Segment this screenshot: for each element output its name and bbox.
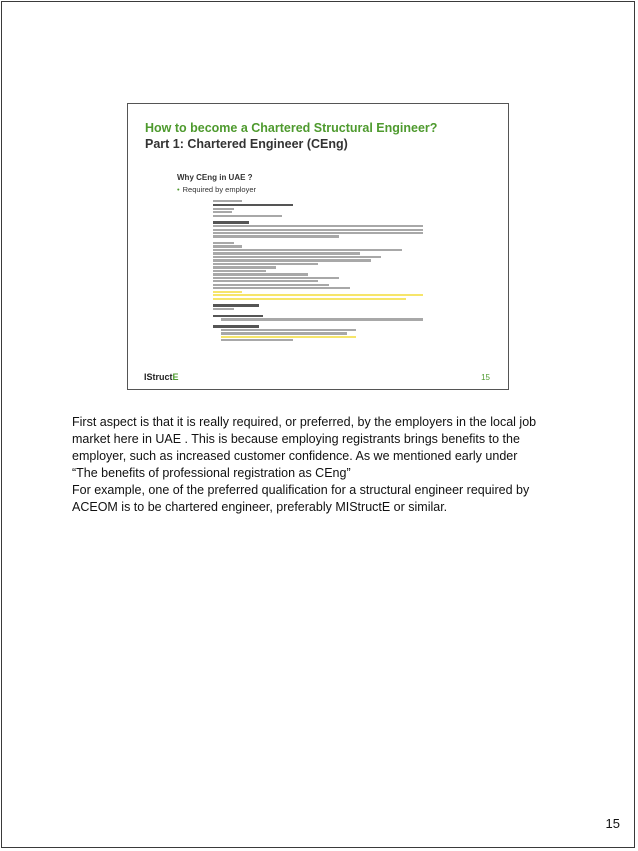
notes-line: First aspect is that it is really required, or preferred, by the employers in the local job (72, 415, 537, 429)
notes-line: market here in UAE . This is because employing registrants brings benefits to the (72, 432, 520, 446)
notes-line: “The benefits of professional registration as CEng” (72, 466, 351, 480)
speaker-notes (72, 414, 572, 516)
notes-line: ACEOM is to be chartered engineer, preferably MIStructE or similar. (72, 500, 448, 514)
istructe-logo (144, 372, 179, 382)
notes-line: For example, one of the preferred qualification for a structural engineer required by (72, 483, 530, 497)
page-number: 15 (605, 816, 620, 831)
logo-accent: E (172, 372, 179, 382)
slide-thumbnail (127, 103, 509, 390)
slide-heading: Why CEng in UAE ? (177, 173, 253, 182)
logo-main: IStruct (144, 372, 173, 382)
slide-page-number: 15 (481, 373, 490, 382)
slide-title: How to become a Chartered Structural Engineer? (145, 121, 438, 135)
slide-bullet-text: Required by employer (182, 185, 257, 194)
notes-line: employer, such as increased customer confidence. As we mentioned early under (72, 449, 518, 463)
bullet-icon: • (177, 185, 180, 194)
job-posting-image (213, 199, 423, 341)
slide-bullet (177, 185, 256, 194)
slide-subtitle: Part 1: Chartered Engineer (CEng) (145, 137, 348, 151)
